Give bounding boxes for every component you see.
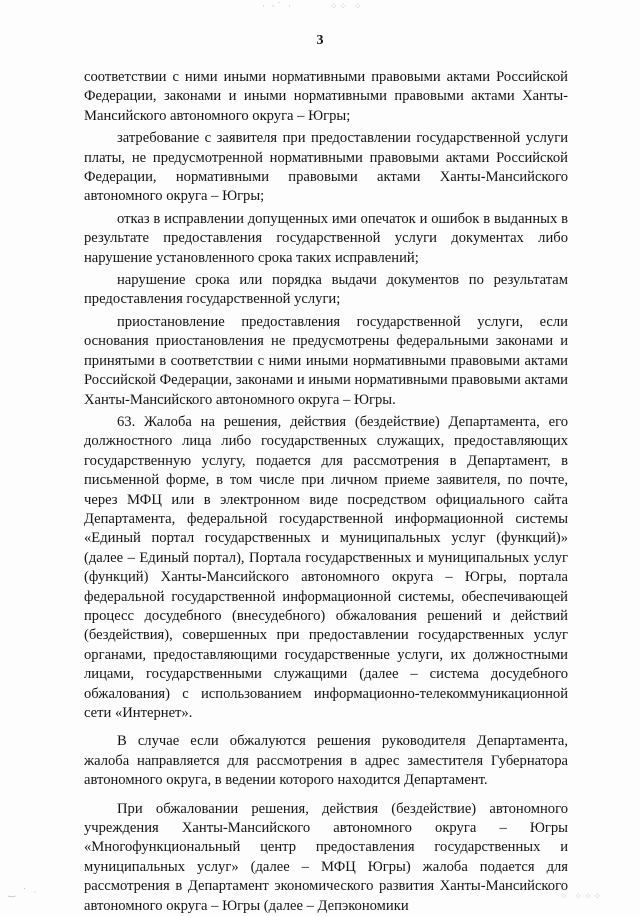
scan-artifact: · ·˙ · bbox=[262, 2, 293, 12]
paragraph-continuation: соответствии с ними иными нормативными правовыми актами Российской Федерации, законами и иными нормативными правовыми актами Ханты-Мансийского автономного округа – Югры; bbox=[84, 69, 568, 124]
document-body bbox=[84, 68, 568, 916]
paragraph: приостановление предоставления государственной услуги, если основания приостановления не предусмотрены федеральными законами и принятыми в соответствии с ними иными нормативными правовыми актами Российской Федерации, законами и иными нормативными правовыми актами Ханты-Мансийского автономного округа – Югры. bbox=[84, 313, 568, 408]
paragraph: В случае если обжалуются решения руководителя Департамента, жалоба направляется для рассмотрения в адрес заместителя Губернатора автономного округа, в ведении которого находится Департамент. bbox=[84, 733, 568, 789]
paragraph: При обжаловании решения, действия (бездействие) автономного учреждения Ханты-Мансийского автономного округа – Югры «Многофункциональный центр предоставления государственных и муниципальных услуг» (далее – МФЦ Югры) жалоба подается для рассмотрения в Департамент экономического развития Ханты-Мансийского автономного округа – Югры (далее – Депэкономики bbox=[84, 800, 568, 914]
paragraph: затребование с заявителя при предоставлении государственной услуги платы, не предусмотренной нормативными правовыми актами Российской Федерации, нормативными правовыми актами Ханты-Мансийского автономного округа – Югры; bbox=[84, 130, 568, 205]
page-number: 3 bbox=[316, 33, 324, 48]
paragraph: нарушение срока или порядка выдачи документов по результатам предоставления государственной услуги; bbox=[84, 272, 568, 308]
scan-artifact: ‿ ˙ · bbox=[8, 888, 39, 898]
scan-artifact: ⁘⁘ ⁘ bbox=[330, 2, 364, 12]
scan-artifact: ⁘ ⁘⁘⁘ bbox=[560, 892, 604, 902]
paragraph: отказ в исправлении допущенных ими опечаток и ошибок в выданных в результате предоставления государственной услуги документах либо нарушение установленного срока таких исправлений; bbox=[84, 210, 568, 266]
paragraph-item-63: 63. Жалоба на решения, действия (бездействие) Департамента, его должностного лица либо государственных служащих, предоставляющих государственную услугу, подается для рассмотрения в Департамент, в письменной форме, в том числе при личном приеме заявителя, по почте, через МФЦ или в электронном виде посредством официального сайта Департамента, федеральной государственной информационной системы «Единый портал государственных и муниципальных услуг (функций)» (далее – Единый портал), Портала государственных и муниципальных услуг (функций) Ханты-Мансийского автономного округа – Югры, портала федеральной государственной информационной системы, обеспечивающей процесс досудебного (внесудебного) обжалования решений и действий (бездействия), совершенных при предоставлении государственных услуг органами, предоставляющими государственные услуги, их должностными лицами, государственными служащими (далее – система досудебного обжалования) с использованием информационно-телекоммуникационной сети «Интернет». bbox=[84, 413, 568, 721]
